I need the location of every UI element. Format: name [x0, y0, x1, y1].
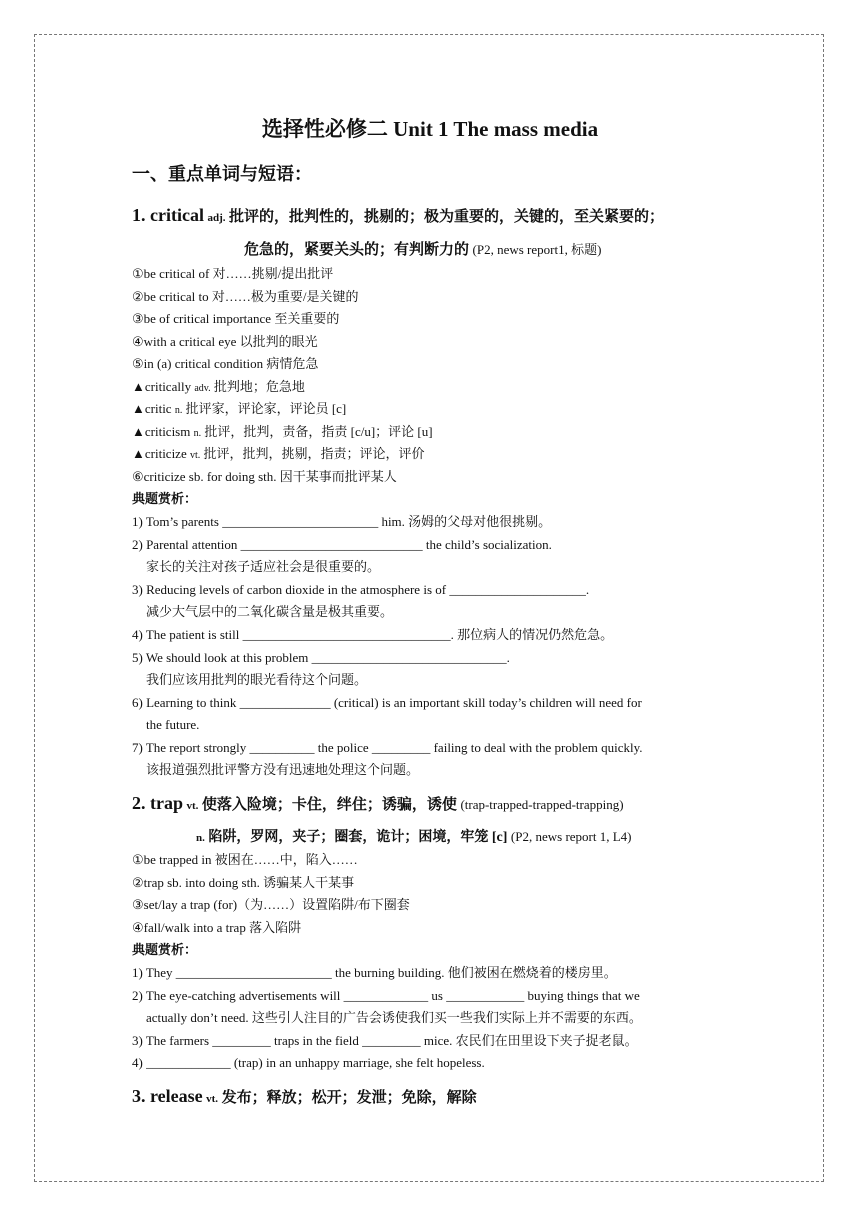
exercise-line: 6) Learning to think ______________ (critical) is an important skill today’s children will need for [132, 695, 642, 710]
exercise-label: 典题赏析： [132, 491, 198, 506]
source-note: (P2, news report 1, L4) [510, 829, 632, 844]
exercise-translation: 我们应该用批判的眼光看待这个问题。 [146, 672, 368, 687]
headword: 3. release [132, 1086, 203, 1106]
exercise-continuation: actually don’t need. 这些引人注目的广告会诱使我们买一些我们实际上并不需要的东西。 [146, 1010, 642, 1025]
exercise-line: 5) We should look at this problem ______________________________. [132, 650, 510, 665]
phrase-item: ①be trapped in 被困在……中，陷入…… [132, 852, 358, 867]
exercise-line: 2) Parental attention ____________________________ the child’s socialization. [132, 537, 552, 552]
derived-word [132, 445, 425, 465]
entry-trap-heading [132, 794, 624, 815]
phrase-item: ④fall/walk into a trap 落入陷阱 [132, 920, 302, 935]
entry-trap-noun [196, 828, 632, 847]
derived-word [132, 423, 433, 443]
derived-head: ▲criticize [132, 446, 187, 461]
derived-pos: n. [193, 428, 202, 439]
derived-head: ▲criticism [132, 424, 191, 439]
part-of-speech: vt. [186, 800, 199, 812]
phrase-item: ③be of critical importance 至关重要的 [132, 311, 340, 326]
exercise-line: 7) The report strongly __________ the police _________ failing to deal with the problem quickly. [132, 740, 643, 755]
source-note: (P2, news report1, 标题) [472, 242, 602, 257]
phrase-item: ③set/lay a trap (for)（为……）设置陷阱/布下圈套 [132, 897, 410, 912]
page-title: 选择性必修二 Unit 1 The mass media [261, 117, 599, 141]
definition: 陷阱，罗网，夹子；圈套，诡计；困境，牢笼 [c] [208, 830, 508, 845]
section-heading: 一、重点单词与短语： [132, 164, 312, 184]
exercise-line: 1) They ________________________ the burning building. 他们被困在燃烧着的楼房里。 [132, 965, 617, 980]
derived-meaning: 批评，批判，责备，指责 [c/u]；评论 [u] [204, 424, 433, 439]
phrase-item: ④with a critical eye 以批判的眼光 [132, 334, 318, 349]
definition: 使落入险境；卡住，绊住；诱骗，诱使 [201, 797, 457, 813]
phrase-item: ⑤in (a) critical condition 病情危急 [132, 356, 319, 371]
derived-head: ▲critically [132, 379, 192, 394]
derived-meaning: 批判地；危急地 [213, 379, 305, 394]
phrase-item: ②trap sb. into doing sth. 诱骗某人干某事 [132, 875, 355, 890]
derived-meaning: 批评家，评论家，评论员 [c] [185, 401, 347, 416]
headword: 2. trap [132, 793, 183, 813]
exercise-line: 3) The farmers _________ traps in the field _________ mice. 农民们在田里设下夹子捉老鼠。 [132, 1033, 638, 1048]
exercise-label: 典题赏析： [132, 942, 198, 957]
exercise-line: 3) Reducing levels of carbon dioxide in the atmosphere is of _____________________. [132, 582, 590, 597]
part-of-speech: vt. [206, 1093, 219, 1105]
derived-pos: n. [174, 405, 183, 416]
exercise-line: 1) Tom’s parents ________________________ him. 汤姆的父母对他很挑剔。 [132, 514, 552, 529]
definition: 危急的，紧要关头的；有判断力的 [244, 242, 470, 258]
derived-meaning: 批评，批判，挑剔，指责；评论，评价 [203, 446, 425, 461]
definition: 批评的，批判性的，挑剔的；极为重要的，关键的，至关紧要的； [229, 209, 665, 225]
entry-release-heading [132, 1087, 477, 1108]
exercise-line: 4) _____________ (trap) in an unhappy marriage, she felt hopeless. [132, 1055, 485, 1070]
derived-pos: adv. [194, 383, 211, 394]
verb-forms: (trap-trapped-trapped-trapping) [460, 797, 624, 812]
exercise-line: 4) The patient is still ________________________________. 那位病人的情况仍然危急。 [132, 627, 614, 642]
exercise-continuation: the future. [146, 717, 200, 732]
entry-critical-definition-2 [244, 241, 601, 260]
exercise-line: 2) The eye-catching advertisements will _____________ us ____________ buying things that we [132, 988, 640, 1003]
phrase-item: ⑥criticize sb. for doing sth. 因干某事而批评某人 [132, 469, 397, 484]
definition: 发布；释放；松开；发泄；免除，解除 [221, 1090, 477, 1106]
derived-head: ▲critic [132, 401, 172, 416]
derived-pos: vt. [189, 450, 201, 461]
entry-critical-heading [132, 206, 664, 227]
derived-word [132, 378, 305, 398]
headword: 1. critical [132, 205, 204, 225]
derived-word [132, 400, 346, 420]
exercise-translation: 该报道强烈批评警方没有迅速地处理这个问题。 [146, 762, 420, 777]
exercise-translation: 减少大气层中的二氧化碳含量是极其重要。 [146, 604, 394, 619]
part-of-speech: n. [196, 832, 205, 844]
phrase-item: ②be critical to 对……极为重要/是关键的 [132, 289, 359, 304]
phrase-item: ①be critical of 对……挑剔/提出批评 [132, 266, 334, 281]
exercise-translation: 家长的关注对孩子适应社会是很重要的。 [146, 559, 381, 574]
part-of-speech: adj. [207, 212, 226, 224]
